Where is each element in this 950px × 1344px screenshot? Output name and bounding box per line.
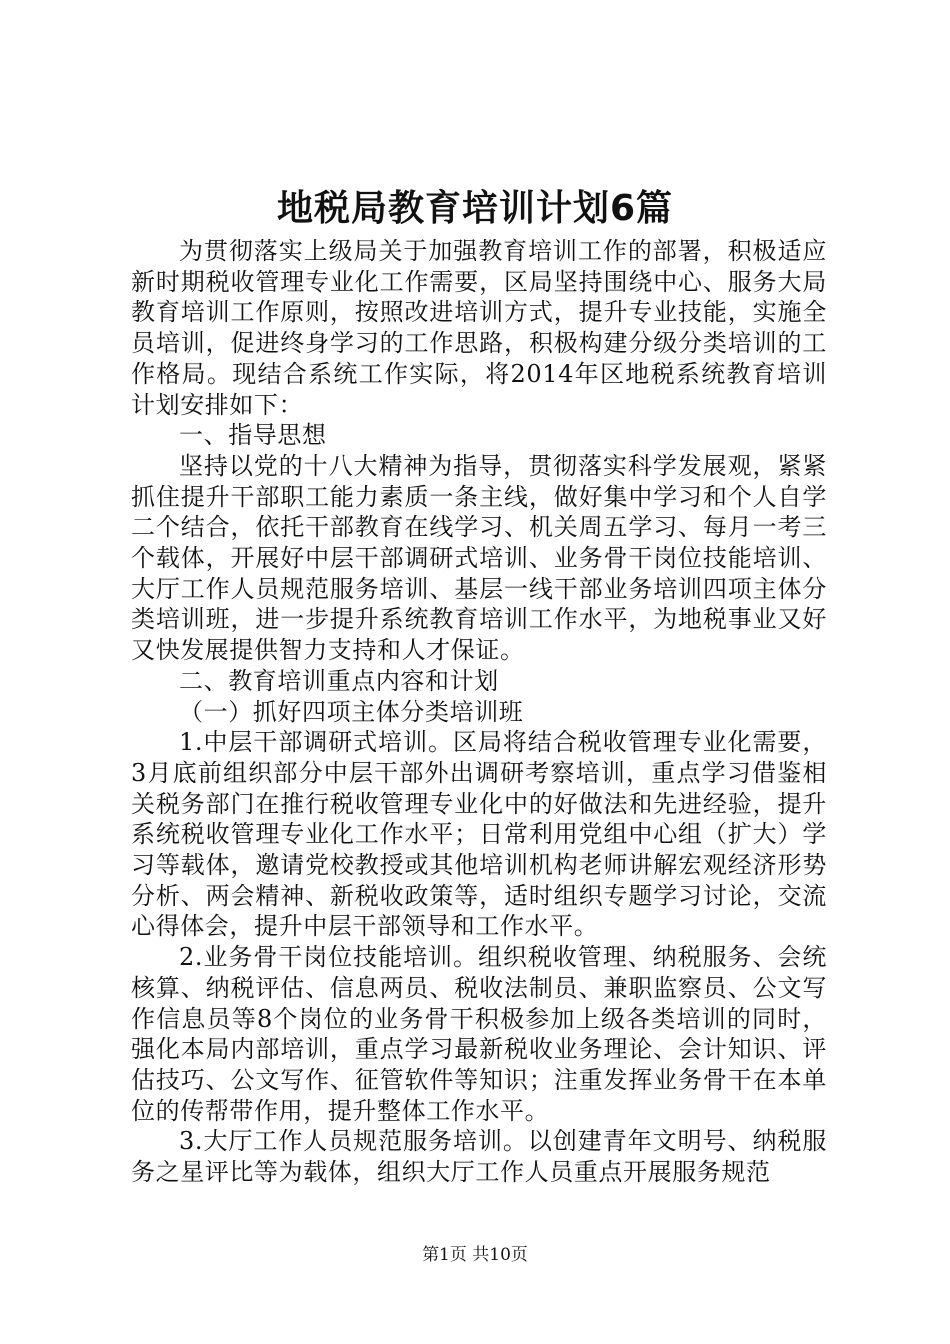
paragraph-intro: 为贯彻落实上级局关于加强教育培训工作的部署，积极适应新时期税收管理专业化工作需要，区局坚持围绕中心、服务大局教育培训工作原则，按照改进培训方式，提升专业技能，实施全员培训，促进终身学习的工作思路，积极构建分级分类培训的工作格局。现结合系统工作实际，将2014年区地税系统教育培训计划安排如下：: [131, 237, 827, 419]
document-body: [131, 236, 827, 1188]
section-heading-1: 一、指导思想: [179, 421, 327, 450]
paragraph-item-2: 2.业务骨干岗位技能培训。组织税收管理、纳税服务、会统核算、纳税评估、信息两员、税收法制员、兼职监察员、公文写作信息员等8个岗位的业务骨干积极参加上级各类培训的同时，强化本局内部培训，重点学习最新税收业务理论、会计知识、评估技巧、公文写作、征管软件等知识；注重发挥业务骨干在本单位的传帮带作用，提升整体工作水平。: [131, 943, 827, 1125]
subsection-heading-1: （一）抓好四项主体分类培训班: [179, 697, 524, 726]
page-footer: 第1页 共10页: [422, 1245, 528, 1265]
paragraph-item-1: 1.中层干部调研式培训。区局将结合税收管理专业化需要，3月底前组织部分中层干部外出调研考察培训，重点学习借鉴相关税务部门在推行税收管理专业化中的好做法和先进经验，提升系统税收管理专业化工作水平；日常利用党组中心组（扩大）学习等载体，邀请党校教授或其他培训机构老师讲解宏观经济形势分析、两会精神、新税收政策等，适时组织专题学习讨论，交流心得体会，提升中层干部领导和工作水平。: [131, 728, 827, 941]
paragraph-item-3: 3.大厅工作人员规范服务培训。以创建青年文明号、纳税服务之星评比等为载体，组织大厅工作人员重点开展服务规范: [131, 1127, 827, 1187]
section-heading-2: 二、教育培训重点内容和计划: [179, 666, 499, 695]
paragraph-guiding-thought: 坚持以党的十八大精神为指导，贯彻落实科学发展观，紧紧抓住提升干部职工能力素质一条主线，做好集中学习和个人自学二个结合，依托干部教育在线学习、机关周五学习、每月一考三个载体，开展好中层干部调研式培训、业务骨干岗位技能培训、大厅工作人员规范服务培训、基层一线干部业务培训四项主体分类培训班，进一步提升系统教育培训工作水平，为地税事业又好又快发展提供智力支持和人才保证。: [131, 451, 827, 665]
document-title: 地税局教育培训计划6篇: [276, 188, 674, 229]
